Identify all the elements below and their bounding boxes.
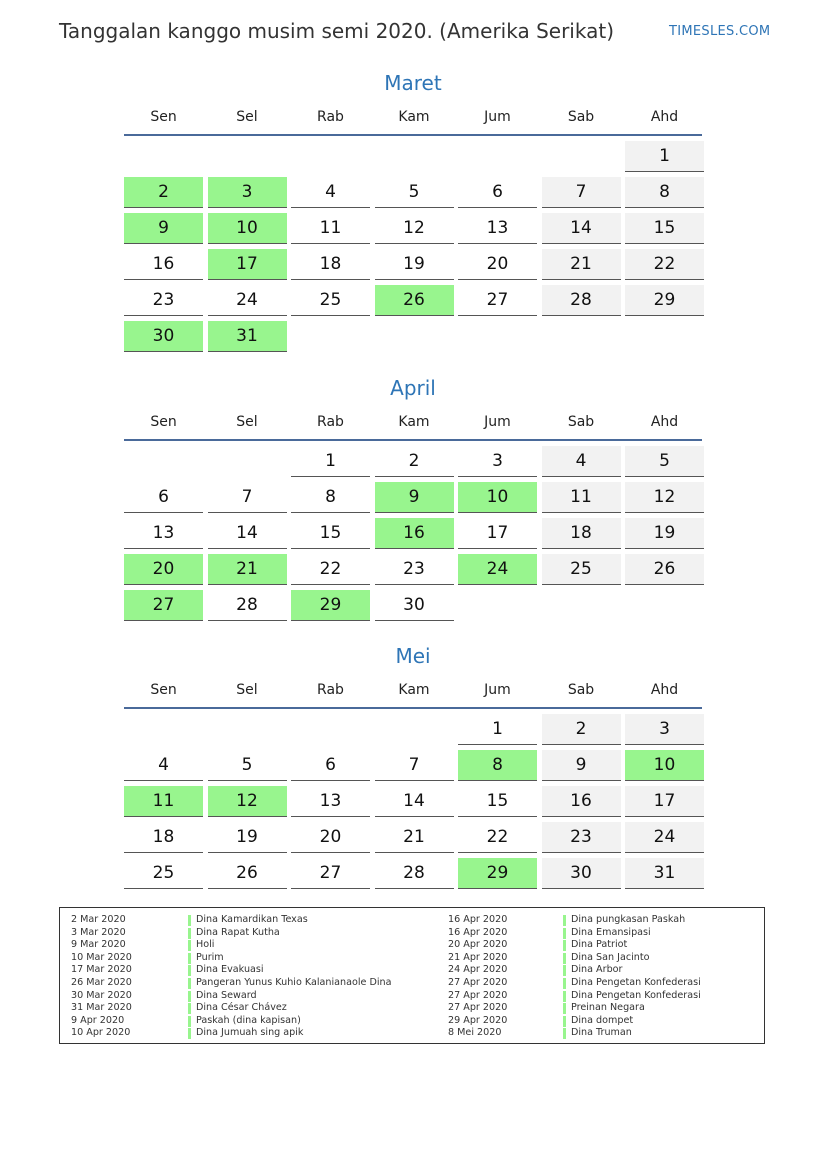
day-cell: 28: [208, 590, 287, 621]
legend-holiday-name: Dina César Chávez: [196, 1002, 287, 1014]
day-cell: 15: [458, 786, 537, 817]
day-cell: 23: [375, 554, 454, 585]
weekday-label: Jum: [484, 109, 511, 125]
legend-date: 27 Apr 2020: [448, 1002, 508, 1014]
empty-cell: [124, 141, 203, 172]
empty-cell: [542, 141, 621, 172]
legend-date: 16 Apr 2020: [448, 926, 508, 938]
legend-holiday-name: Holi: [196, 939, 215, 951]
legend-date: 29 Apr 2020: [448, 1014, 508, 1026]
day-cell: 27: [291, 858, 370, 889]
day-cell-holiday: 21: [208, 554, 287, 585]
legend-color-bar: [188, 915, 191, 926]
day-cell: 18: [291, 249, 370, 280]
legend-holiday-name: Dina Arbor: [571, 964, 623, 976]
day-cell: 16: [542, 786, 621, 817]
day-cell: 7: [542, 177, 621, 208]
day-cell: 7: [208, 482, 287, 513]
weekday-header: [124, 410, 702, 434]
day-cell: 6: [124, 482, 203, 513]
day-cell: 17: [625, 786, 704, 817]
holiday-legend: [59, 907, 765, 1044]
day-cell: 8: [625, 177, 704, 208]
day-cell-holiday: 16: [375, 518, 454, 549]
empty-cell: [458, 141, 537, 172]
day-cell: 13: [458, 213, 537, 244]
legend-date: 17 Mar 2020: [71, 964, 132, 976]
day-cell: 11: [542, 482, 621, 513]
weekday-label: Jum: [484, 682, 511, 698]
day-cell: 16: [124, 249, 203, 280]
legend-date: 24 Apr 2020: [448, 964, 508, 976]
day-cell: 12: [625, 482, 704, 513]
legend-date: 30 Mar 2020: [71, 989, 132, 1001]
empty-cell: [291, 141, 370, 172]
legend-color-bar: [563, 1028, 566, 1039]
empty-cell: [124, 446, 203, 477]
day-cell: 15: [291, 518, 370, 549]
legend-holiday-name: Purim: [196, 951, 224, 963]
weekday-label: Rab: [317, 414, 344, 430]
day-cell: 25: [291, 285, 370, 316]
day-cell-holiday: 26: [375, 285, 454, 316]
legend-color-bar: [563, 978, 566, 989]
day-cell: 1: [458, 714, 537, 745]
day-grid: [124, 714, 702, 889]
weekday-label: Ahd: [650, 682, 679, 698]
day-cell: 26: [208, 858, 287, 889]
legend-color-bar: [563, 965, 566, 976]
weekday-label: Kam: [398, 682, 430, 698]
day-cell: 31: [625, 858, 704, 889]
legend-holiday-name: Dina San Jacinto: [571, 951, 650, 963]
day-cell: 1: [291, 446, 370, 477]
day-cell-holiday: 20: [124, 554, 203, 585]
day-cell: 26: [625, 554, 704, 585]
day-cell-holiday: 12: [208, 786, 287, 817]
day-cell: 6: [458, 177, 537, 208]
weekday-label: Sen: [150, 682, 177, 698]
empty-cell: [291, 714, 370, 745]
legend-color-bar: [563, 915, 566, 926]
day-cell-holiday: 24: [458, 554, 537, 585]
weekday-label: Rab: [317, 109, 344, 125]
weekday-label: Kam: [398, 109, 430, 125]
day-cell: 20: [291, 822, 370, 853]
day-cell: 19: [375, 249, 454, 280]
month-may: [124, 642, 702, 889]
day-grid: [124, 446, 702, 621]
day-cell: 14: [542, 213, 621, 244]
day-cell-holiday: 9: [124, 213, 203, 244]
day-cell: 24: [625, 822, 704, 853]
day-cell: 14: [208, 518, 287, 549]
month-march: [124, 69, 702, 352]
day-cell: 25: [542, 554, 621, 585]
day-cell: 22: [625, 249, 704, 280]
day-cell: 23: [542, 822, 621, 853]
day-cell: 15: [625, 213, 704, 244]
day-cell: 20: [458, 249, 537, 280]
day-cell-holiday: 10: [458, 482, 537, 513]
day-cell: 5: [375, 177, 454, 208]
month-title: Maret: [384, 71, 442, 95]
legend-holiday-name: Dina Emansipasi: [571, 926, 651, 938]
empty-cell: [208, 446, 287, 477]
day-cell: 8: [291, 482, 370, 513]
day-cell-holiday: 30: [124, 321, 203, 352]
day-cell: 5: [625, 446, 704, 477]
legend-holiday-name: Dina Truman: [571, 1027, 632, 1039]
day-cell: 22: [291, 554, 370, 585]
day-cell: 19: [625, 518, 704, 549]
day-cell: 12: [375, 213, 454, 244]
day-cell: 13: [124, 518, 203, 549]
header-rule: [124, 707, 702, 709]
legend-date: 9 Mar 2020: [71, 939, 126, 951]
legend-holiday-name: Preinan Negara: [571, 1002, 645, 1014]
day-cell: 5: [208, 750, 287, 781]
legend-date: 21 Apr 2020: [448, 951, 508, 963]
day-cell: 30: [542, 858, 621, 889]
weekday-header: [124, 105, 702, 129]
legend-color-bar: [188, 928, 191, 939]
weekday-header: [124, 678, 702, 702]
legend-date: 3 Mar 2020: [71, 926, 126, 938]
day-cell: 18: [542, 518, 621, 549]
day-cell: 29: [625, 285, 704, 316]
day-cell: 3: [458, 446, 537, 477]
legend-holiday-name: Paskah (dina kapisan): [196, 1014, 301, 1026]
legend-color-bar: [563, 928, 566, 939]
day-cell-holiday: 31: [208, 321, 287, 352]
day-cell: 3: [625, 714, 704, 745]
legend-holiday-name: Dina dompet: [571, 1014, 634, 1026]
day-cell: 13: [291, 786, 370, 817]
day-cell: 28: [542, 285, 621, 316]
day-cell: 30: [375, 590, 454, 621]
day-cell: 1: [625, 141, 704, 172]
legend-holiday-name: Dina Kamardikan Texas: [196, 914, 308, 925]
legend-holiday-name: Dina Pengetan Konfederasi: [571, 976, 701, 988]
legend-holiday-name: Dina Pengetan Konfederasi: [571, 989, 701, 1001]
header-rule: [124, 134, 702, 136]
month-april: [124, 374, 702, 621]
legend-color-bar: [563, 953, 566, 964]
legend-date: 8 Mei 2020: [448, 1027, 502, 1039]
day-cell: 25: [124, 858, 203, 889]
legend-color-bar: [188, 1016, 191, 1027]
month-title: Mei: [395, 644, 431, 668]
day-cell: 23: [124, 285, 203, 316]
legend-color-bar: [188, 991, 191, 1002]
weekday-label: Sab: [567, 414, 595, 430]
legend-color-bar: [563, 1003, 566, 1014]
day-cell: 6: [291, 750, 370, 781]
weekday-label: Sel: [236, 109, 258, 125]
day-cell-holiday: 29: [291, 590, 370, 621]
day-grid: [124, 141, 702, 352]
empty-cell: [208, 714, 287, 745]
weekday-label: Sab: [567, 682, 595, 698]
brand-link[interactable]: TIMESLES.COM: [669, 24, 771, 39]
day-cell: 21: [375, 822, 454, 853]
legend-holiday-name: Dina pungkasan Paskah: [571, 914, 686, 925]
day-cell: 14: [375, 786, 454, 817]
legend-color-bar: [188, 940, 191, 951]
day-cell-holiday: 2: [124, 177, 203, 208]
page-title: Tanggalan kanggo musim semi 2020. (Amerika Serikat): [59, 19, 614, 43]
day-cell: 4: [542, 446, 621, 477]
legend-date: 16 Apr 2020: [448, 914, 508, 925]
legend-holiday-name: Dina Evakuasi: [196, 964, 264, 976]
legend-date: 10 Mar 2020: [71, 951, 132, 963]
day-cell: 9: [542, 750, 621, 781]
day-cell: 24: [208, 285, 287, 316]
legend-color-bar: [188, 1003, 191, 1014]
legend-color-bar: [563, 940, 566, 951]
legend-holiday-name: Dina Rapat Kutha: [196, 926, 280, 938]
empty-cell: [124, 714, 203, 745]
day-cell: 27: [458, 285, 537, 316]
day-cell-holiday: 27: [124, 590, 203, 621]
legend-date: 9 Apr 2020: [71, 1014, 125, 1026]
legend-color-bar: [188, 978, 191, 989]
weekday-label: Jum: [484, 414, 511, 430]
day-cell-holiday: 17: [208, 249, 287, 280]
day-cell-holiday: 11: [124, 786, 203, 817]
day-cell: 2: [375, 446, 454, 477]
day-cell-holiday: 10: [208, 213, 287, 244]
day-cell-holiday: 9: [375, 482, 454, 513]
legend-date: 10 Apr 2020: [71, 1027, 131, 1039]
legend-holiday-name: Pangeran Yunus Kuhio Kalanianaole Dina: [196, 976, 392, 988]
day-cell: 22: [458, 822, 537, 853]
day-cell: 21: [542, 249, 621, 280]
day-cell: 11: [291, 213, 370, 244]
day-cell-holiday: 8: [458, 750, 537, 781]
weekday-label: Ahd: [650, 109, 679, 125]
legend-date: 27 Apr 2020: [448, 989, 508, 1001]
legend-date: 26 Mar 2020: [71, 976, 132, 988]
weekday-label: Sel: [236, 414, 258, 430]
empty-cell: [375, 141, 454, 172]
legend-date: 31 Mar 2020: [71, 1002, 132, 1014]
month-title: April: [390, 376, 436, 400]
legend-color-bar: [188, 953, 191, 964]
legend-date: 2 Mar 2020: [71, 914, 126, 925]
day-cell: 28: [375, 858, 454, 889]
empty-cell: [375, 714, 454, 745]
legend-holiday-name: Dina Jumuah sing apik: [196, 1027, 304, 1039]
weekday-label: Sen: [150, 414, 177, 430]
weekday-label: Sab: [567, 109, 595, 125]
legend-holiday-name: Dina Seward: [196, 989, 257, 1001]
weekday-label: Ahd: [650, 414, 679, 430]
legend-color-bar: [188, 965, 191, 976]
day-cell: 7: [375, 750, 454, 781]
legend-color-bar: [563, 1016, 566, 1027]
day-cell: 4: [291, 177, 370, 208]
day-cell: 17: [458, 518, 537, 549]
day-cell: 2: [542, 714, 621, 745]
legend-color-bar: [188, 1028, 191, 1039]
legend-date: 27 Apr 2020: [448, 976, 508, 988]
weekday-label: Sel: [236, 682, 258, 698]
day-cell: 19: [208, 822, 287, 853]
day-cell-holiday: 10: [625, 750, 704, 781]
weekday-label: Rab: [317, 682, 344, 698]
day-cell-holiday: 3: [208, 177, 287, 208]
header-rule: [124, 439, 702, 441]
empty-cell: [208, 141, 287, 172]
day-cell: 4: [124, 750, 203, 781]
weekday-label: Kam: [398, 414, 430, 430]
weekday-label: Sen: [150, 109, 177, 125]
legend-color-bar: [563, 991, 566, 1002]
legend-date: 20 Apr 2020: [448, 939, 508, 951]
day-cell-holiday: 29: [458, 858, 537, 889]
day-cell: 18: [124, 822, 203, 853]
legend-holiday-name: Dina Patriot: [571, 939, 628, 951]
